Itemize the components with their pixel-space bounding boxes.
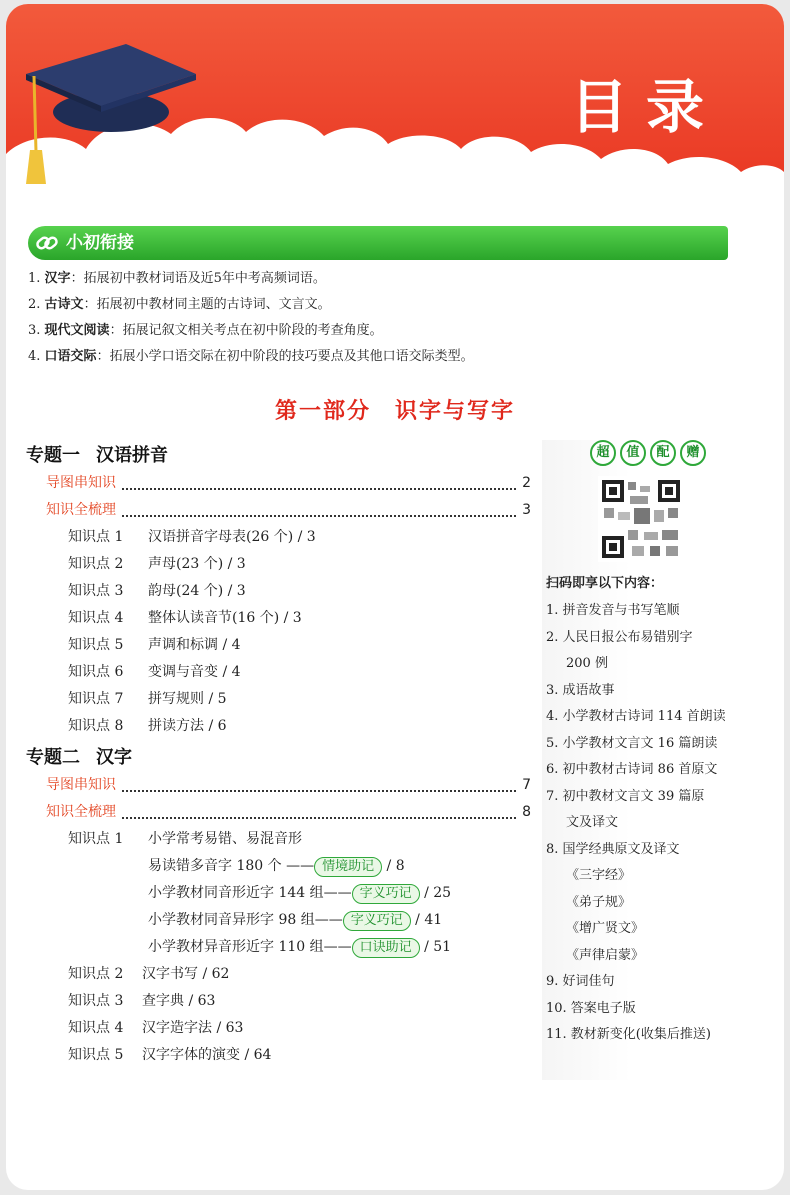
sub-entry[interactable]: 易读错多音字 180 个 —— 情境助记 / 8 <box>26 853 531 880</box>
bridge-list <box>28 266 474 370</box>
page-title: 目录 <box>569 73 722 141</box>
sub-entry[interactable]: 小学教材同音异形字 98 组—— 字义巧记 / 41 <box>26 907 531 934</box>
sub-entry[interactable]: 小学教材同音形近字 144 组—— 字义巧记 / 25 <box>26 880 531 907</box>
list-item: 4. 小学教材古诗词 114 首朗读 <box>546 709 726 724</box>
sub-entry[interactable]: 小学教材异音形近字 110 组—— 口诀助记 / 51 <box>26 934 531 961</box>
knowledge-point[interactable]: 知识点 8 拼读方法 / 6 <box>68 718 227 734</box>
list-item: 《弟子规》 <box>566 894 632 910</box>
part-title: 第一部分 识字与写字 <box>274 399 515 424</box>
bridge-title: 小初衔接 <box>66 233 134 253</box>
mnemonic-tag: 字义巧记 <box>352 884 420 904</box>
knowledge-point[interactable]: 知识点 5 声调和标调 / 4 <box>68 637 241 653</box>
toc-entry[interactable]: 导图串知识 2 <box>46 475 531 491</box>
mnemonic-tag: 口诀助记 <box>352 938 420 958</box>
topic-heading: 专题一 汉语拼音 <box>26 445 168 466</box>
knowledge-point[interactable]: 知识点 4 汉字造字法 / 63 <box>68 1020 244 1036</box>
toc-entry[interactable]: 导图串知识 7 <box>46 777 531 793</box>
bridge-section-header <box>28 226 728 260</box>
knowledge-point[interactable]: 知识点 4 整体认读音节(16 个) / 3 <box>68 610 302 626</box>
page <box>6 4 784 1190</box>
mnemonic-tag: 字义巧记 <box>343 911 411 931</box>
bridge-item: 3. 现代文阅读：拓展记叙文相关考点在初中阶段的考查角度。 <box>28 323 383 338</box>
bonus-sidebar <box>542 440 764 1080</box>
list-item: 《声律启蒙》 <box>566 947 645 963</box>
knowledge-point[interactable]: 知识点 3 查字典 / 63 <box>68 993 216 1009</box>
list-item: 10. 答案电子版 <box>546 1000 636 1016</box>
bridge-item: 1. 汉字：拓展初中教材词语及近5年中考高频词语。 <box>28 271 326 286</box>
scan-title: 扫码即享以下内容： <box>546 576 664 591</box>
knowledge-point[interactable]: 知识点 7 拼写规则 / 5 <box>68 691 227 707</box>
list-item: 200 例 <box>566 656 608 671</box>
bridge-item: 4. 口语交际：拓展小学口语交际在初中阶段的技巧要点及其他口语交际类型。 <box>28 349 474 364</box>
knowledge-point[interactable]: 知识点 1 小学常考易错、易混音形 <box>68 831 302 847</box>
list-item: 2. 人民日报公布易错别字 <box>546 629 693 645</box>
knowledge-point[interactable]: 知识点 1 汉语拼音字母表(26 个) / 3 <box>68 529 316 545</box>
list-item: 3. 成语故事 <box>546 682 615 698</box>
list-item: 《三字经》 <box>566 868 632 883</box>
list-item: 8. 国学经典原文及译文 <box>546 841 680 857</box>
mnemonic-tag: 情境助记 <box>314 857 382 877</box>
toc-entry[interactable]: 知识全梳理 3 <box>46 502 531 518</box>
link-icon <box>34 230 60 256</box>
knowledge-point[interactable]: 知识点 5 汉字字体的演变 / 64 <box>68 1047 272 1063</box>
topic-heading: 专题二 汉字 <box>26 747 132 768</box>
resource-list <box>546 598 758 1049</box>
table-of-contents <box>26 438 531 1069</box>
list-item: 6. 初中教材古诗词 86 首原文 <box>546 762 718 777</box>
knowledge-point[interactable]: 知识点 6 变调与音变 / 4 <box>68 664 241 680</box>
list-item: 5. 小学教材文言文 16 篇朗读 <box>546 735 718 751</box>
list-item: 11. 教材新变化(收集后推送) <box>546 1027 711 1042</box>
list-item: 7. 初中教材文言文 39 篇原 <box>546 788 705 804</box>
list-item: 9. 好词佳句 <box>546 974 615 989</box>
knowledge-point[interactable]: 知识点 2 汉字书写 / 62 <box>68 966 230 982</box>
list-item: 文及译文 <box>566 815 619 830</box>
list-item: 1. 拼音发音与书写笔顺 <box>546 603 680 618</box>
knowledge-point[interactable]: 知识点 2 声母(23 个) / 3 <box>68 556 246 572</box>
list-item: 《增广贤文》 <box>566 921 645 936</box>
knowledge-point[interactable]: 知识点 3 韵母(24 个) / 3 <box>68 583 246 599</box>
qr-code-icon[interactable] <box>598 476 684 562</box>
toc-entry[interactable]: 知识全梳理 8 <box>46 804 531 820</box>
gift-badge: 超 值 配 赠 <box>590 440 706 466</box>
bridge-item: 2. 古诗文：拓展初中教材同主题的古诗词、文言文。 <box>28 297 331 312</box>
